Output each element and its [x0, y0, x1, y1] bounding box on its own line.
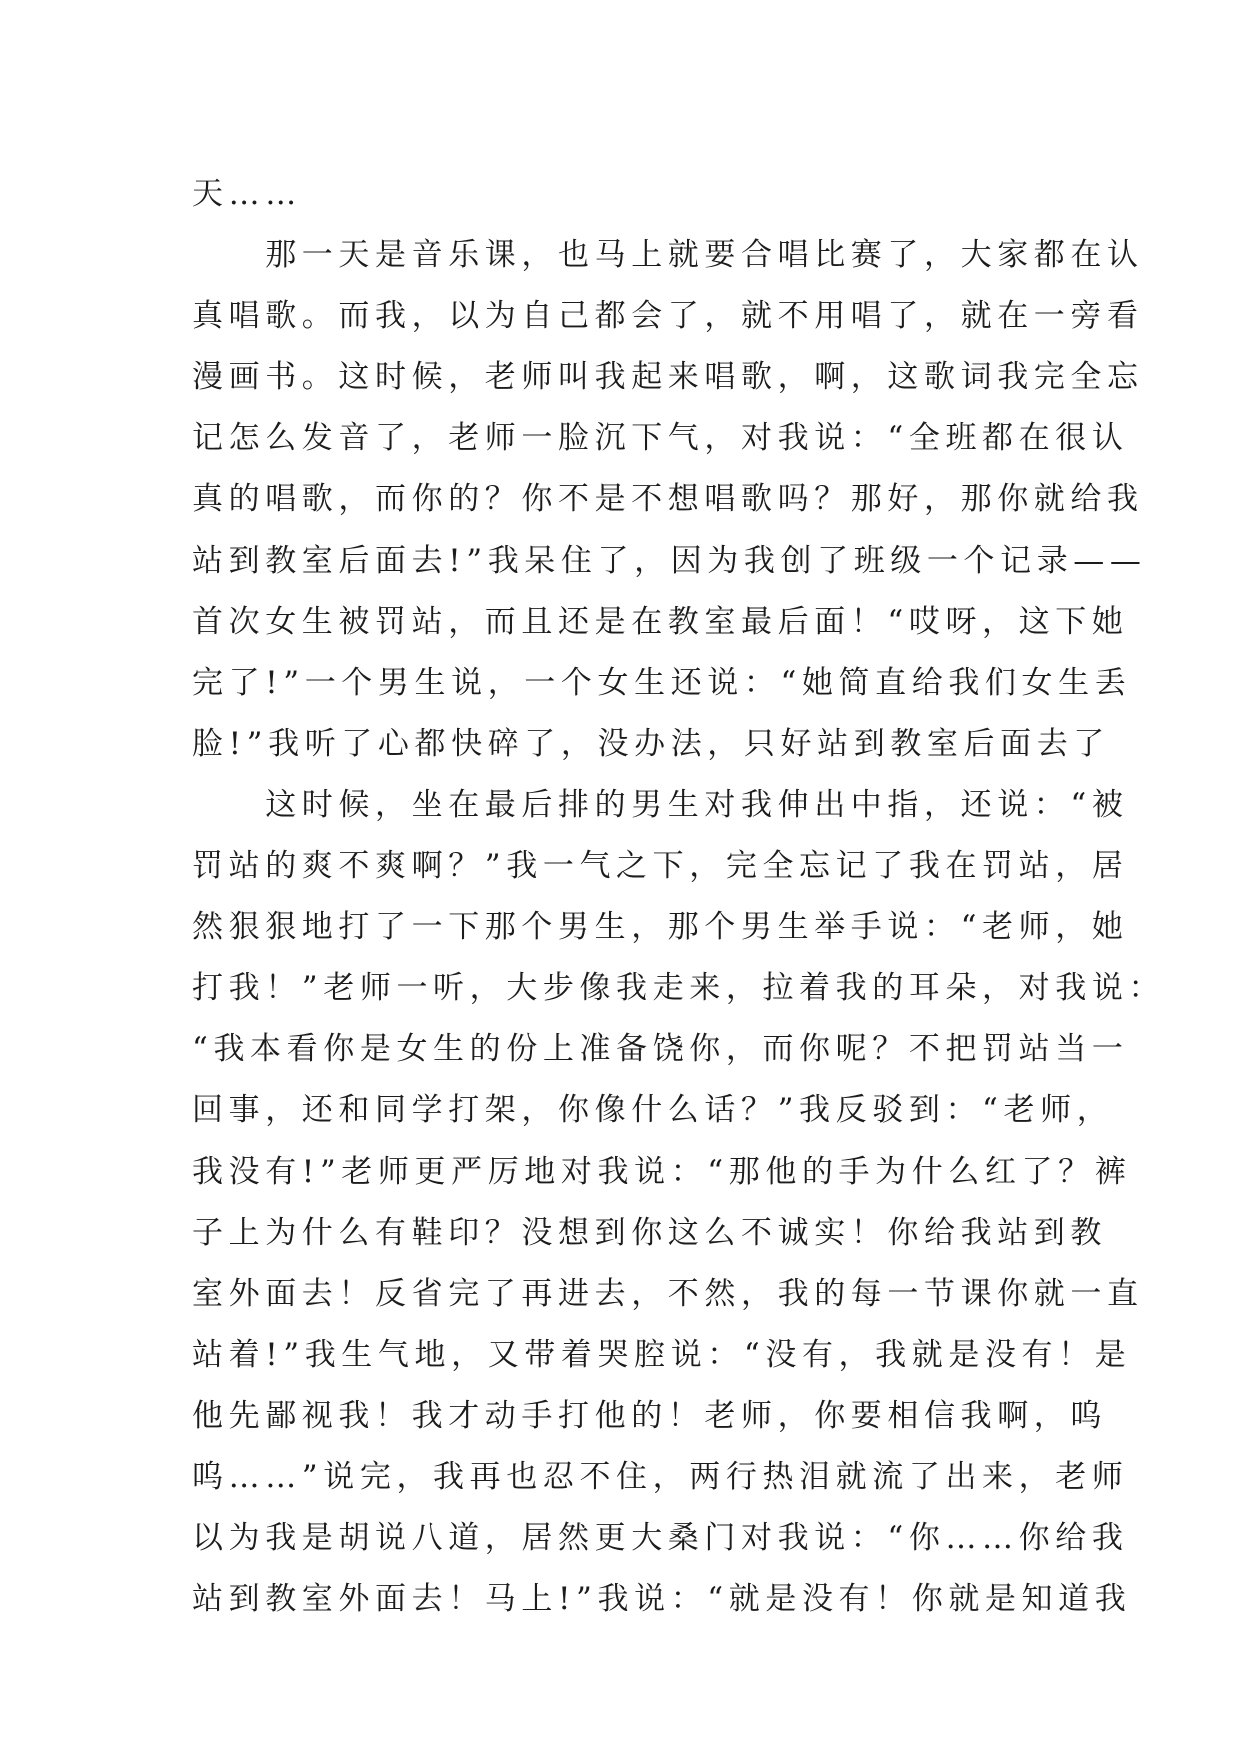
text-line: 这时候，坐在最后排的男生对我伸出中指，还说：“被	[192, 786, 1129, 823]
text-line: 站着!”我生气地，又带着哭腔说：“没有，我就是没有！是	[192, 1336, 1132, 1373]
text-line: 天……	[192, 176, 302, 212]
text-line: 真的唱歌，而你的？你不是不想唱歌吗？那好，那你就给我	[192, 481, 1144, 518]
text-line: 首次女生被罚站，而且还是在教室最后面！“哎呀，这下她	[192, 603, 1129, 640]
text-line: “我本看你是女生的份上准备饶你，而你呢？不把罚站当一	[192, 1031, 1129, 1068]
text-line: 站到教室外面去！马上!”我说：“就是没有！你就是知道我	[192, 1581, 1132, 1618]
text-line: 他先鄙视我！我才动手打他的！老师，你要相信我啊，呜	[192, 1397, 1107, 1434]
text-line: 室外面去！反省完了再进去，不然，我的每一节课你就一直	[192, 1275, 1144, 1312]
text-line: 完了!”一个男生说，一个女生还说：“她简直给我们女生丢	[192, 664, 1132, 701]
text-line: 脸!”我听了心都快碎了，没办法，只好站到教室后面去了	[192, 725, 1110, 762]
text-line: 罚站的爽不爽啊？”我一气之下，完全忘记了我在罚站，居	[192, 848, 1129, 885]
text-line: 真唱歌。而我，以为自己都会了，就不用唱了，就在一旁看	[192, 298, 1144, 335]
body-text	[192, 164, 1166, 1630]
text-line: 以为我是胡说八道，居然更大桑门对我说：“你……你给我	[192, 1520, 1129, 1557]
text-line: 我没有!”老师更严厉地对我说：“那他的手为什么红了？裤	[192, 1153, 1132, 1190]
text-line: 记怎么发音了，老师一脸沉下气，对我说：“全班都在很认	[192, 420, 1129, 457]
text-line: 子上为什么有鞋印？没想到你这么不诚实！你给我站到教	[192, 1214, 1107, 1251]
text-line: 站到教室后面去!”我呆住了，因为我创了班级一个记录——	[192, 542, 1147, 579]
text-line: 那一天是音乐课，也马上就要合唱比赛了，大家都在认	[192, 237, 1144, 274]
text-line: 呜……”说完，我再也忍不住，两行热泪就流了出来，老师	[192, 1458, 1129, 1495]
text-line: 漫画书。这时候，老师叫我起来唱歌，啊，这歌词我完全忘	[192, 359, 1144, 396]
text-line: 然狠狠地打了一下那个男生，那个男生举手说：“老师，她	[192, 909, 1129, 946]
text-line: 回事，还和同学打架，你像什么话？”我反驳到：“老师，	[192, 1092, 1114, 1129]
text-line: 打我！”老师一听，大步像我走来，拉着我的耳朵，对我说：	[192, 970, 1166, 1007]
